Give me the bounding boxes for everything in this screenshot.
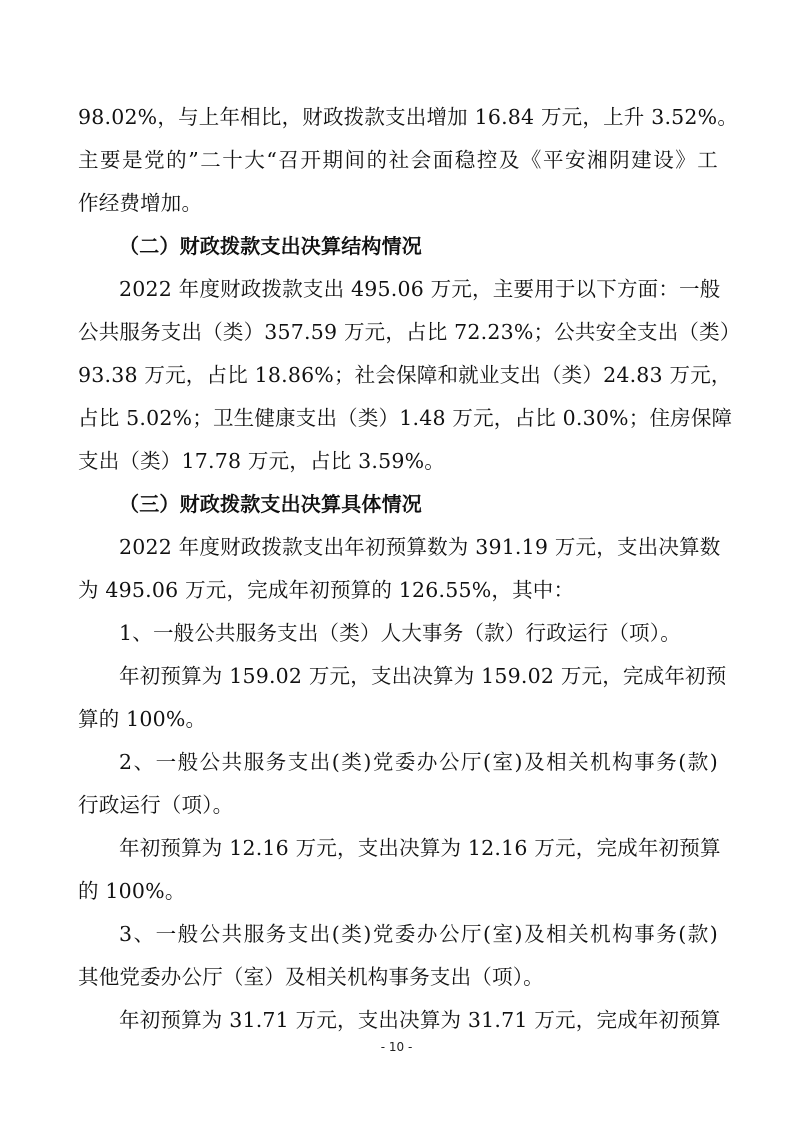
document-body [78,96,741,1042]
body-text-line: 的 100%。 [78,879,186,903]
body-text-line: 1、一般公共服务支出（类）人大事务（款）行政运行（项）。 [119,621,681,645]
body-text-line: 年初预算为 12.16 万元，支出决算为 12.16 万元，完成年初预算 [119,836,721,860]
section-heading: （三）财政拨款支出决算具体情况 [119,492,422,516]
page-number: - 10 - [380,1040,413,1054]
body-text-line: 行政运行（项）。 [78,793,234,817]
section-heading: （二）财政拨款支出决算结构情况 [119,234,422,258]
body-text-line: 作经费增加。 [78,191,203,215]
body-text-line: 为 495.06 万元，完成年初预算的 126.55%，其中： [78,578,575,602]
body-text-line: 算的 100%。 [78,707,207,731]
body-text-line: 占比 5.02%；卫生健康支出（类）1.48 万元，占比 0.30%；住房保障 [78,406,733,430]
body-text-line: 主要是党的”二十大“召开期间的社会面稳控及《平安湘阴建设》工 [78,148,718,172]
body-text-line: 支出（类）17.78 万元，占比 3.59%。 [78,449,445,473]
body-text-line: 93.38 万元，占比 18.86%；社会保障和就业支出（类）24.83 万元， [78,363,732,387]
body-text-line: 98.02%，与上年相比，财政拨款支出增加 16.84 万元，上升 3.52%。 [78,105,739,129]
body-text-line: 3、一般公共服务支出(类)党委办公厅(室)及相关机构事务(款) [119,922,718,946]
body-text-line: 其他党委办公厅（室）及相关机构事务支出（项）。 [78,965,544,989]
body-text-line: 2022 年度财政拨款支出 495.06 万元，主要用于以下方面：一般 [119,277,721,301]
body-text-line: 公共服务支出（类）357.59 万元，占比 72.23%；公共安全支出（类） [78,320,741,344]
body-text-line: 年初预算为 31.71 万元，支出决算为 31.71 万元，完成年初预算 [119,1008,721,1032]
body-text-line: 2022 年度财政拨款支出年初预算数为 391.19 万元，支出决算数 [119,535,721,559]
body-text-line: 年初预算为 159.02 万元，支出决算为 159.02 万元，完成年初预 [119,664,727,688]
body-text-line: 2、一般公共服务支出(类)党委办公厅(室)及相关机构事务(款) [119,750,718,774]
